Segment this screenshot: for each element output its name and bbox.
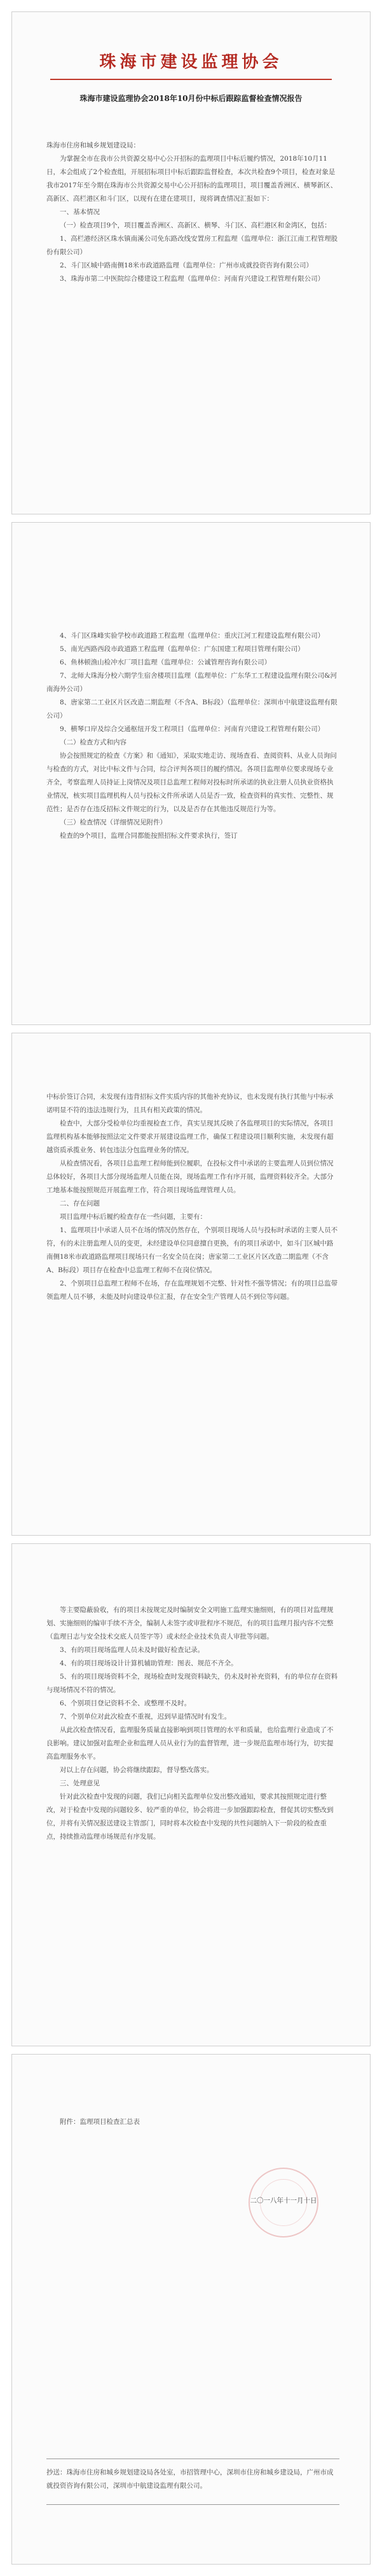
- list-item: 8、唐家第二工业区片区改造二期监理（不含A、B标段）（监理单位：深圳市中航建设监理有限公司）: [46, 699, 338, 720]
- cc-bottom-rule: [46, 2504, 339, 2505]
- list-item: 1、监理项目中承诺人员不在场的情况仍然存在，个别项目现场人员与投标时承诺的主要人员不符，有的未注册监理人员的变更，未经建设单位同意擅自更换，有的项目承诺中，如斗门区城中路南侧18米市政道路监理项目现场只有一名安全员在岗；唐家第二工业区片区改造二期监理（不含A、B标段）项目存在检查中总监理工程师不在岗位情况。: [46, 1226, 338, 1274]
- cc-distribution-line: 抄送：珠海市住房和城乡规划建设局各处室，市招管理中心，深圳市住房和城乡建设局，广州市成就投资咨询有限公司，深圳市中航建设监理有限公司。: [46, 2469, 334, 2490]
- page-2-body: [46, 629, 339, 843]
- list-item: 2、斗门区城中路南侧18米市政道路监理（监理单位：广州市成就投资咨询有限公司）: [60, 262, 313, 269]
- paragraph: 针对此次检查中发现的问题，我们已向相关监理单位发出整改通知，要求其按照规定进行整改，对于检查中发现的问题较多、较严重的单位，协会将进一步加强跟踪检查，督促其切实整改到位，并将有关情况报送建设主管部门，同时将本次检查中发现的共性问题纳入下一阶段的检查重点，持续推动监理市场规范有序发展。: [46, 1793, 334, 1841]
- section-heading: （三）检查情况（详细情况见附件）: [60, 819, 167, 826]
- paragraph: 从此次检查情况看，监理服务质量直接影响到项目管理的水平和质量，也给监理行业造成了不良影响。建议加强对监理企业和监理人员从业行为的监督管理，进一步规范监理市场行为，切实提高监理服务水平。: [46, 1726, 334, 1761]
- document-page-3: [11, 1033, 371, 1536]
- paragraph: 从检查情况看，各项目总监理工程师能到位履职，在投标文件中承诺的主要监理人员到位情况总体较好，各项目大部分现场监理人员能在岗，现场监理工作有序开展，监理资料较齐全。大部分工地基本能按照规范开展监理工作，符合项目现场监理管理人员。: [46, 1160, 334, 1194]
- document-page-4: [11, 1543, 371, 2046]
- document-page-2: [11, 522, 371, 1025]
- document-page-5: [11, 2054, 371, 2565]
- paragraph: 珠海市住房和城乡规划建设局：: [46, 142, 140, 149]
- paragraph: 中标价签订合同，未发现有违背招标文件实质内容的其他补充协议，也未发现有执行其他与中标承诺明显不符的违法违规行为，且具有相关政策的情况。: [46, 1093, 334, 1114]
- paragraph: （一）检查项目9个，项目覆盖香洲区、高新区、横琴、斗门区、高栏港区和金湾区，包括：: [60, 222, 331, 229]
- section-heading: 二、存在问题: [60, 1200, 100, 1207]
- organization-name: 珠海市建设监理协会: [99, 53, 283, 72]
- list-item: 6、个别项目登记资料不全、或整理不及时。: [60, 1700, 191, 1707]
- list-item: 7、个别单位对此次检查不重视，迟到早退情况时有发生。: [60, 1713, 231, 1721]
- page-4-body: [46, 1604, 339, 1844]
- list-item: 5、有的项目现场资料不全，现场检查时发现资料缺失，仍未及时补充资料，有的单位存在资料与现场情况不符的情况。: [46, 1673, 338, 1694]
- paragraph: 等主要隐蔽验收，有的项目未按规定及时编制安全文明施工监理实施细则，有的项目对监理规划、实施细则的编审手续不齐全，编制人未签字或审批程序不规范，有的项目监理月报内容不完整（监理日志与安全技术交底人员签字等）或未经企业技术负责人审批等问题。: [46, 1606, 334, 1640]
- attachment-line: 附件：监理项目检查汇总表: [60, 2118, 140, 2126]
- page-5-body: [46, 2116, 339, 2129]
- paragraph: 对以上存在问题，协会将继续跟踪，督导整改落实。: [60, 1766, 214, 1774]
- list-item: 3、珠海市第二中医院综合楼建设工程监理（监理单位：河南育兴建设工程管理有限公司）: [60, 275, 325, 283]
- list-item: 7、北师大珠海分校六期学生宿舍楼项目监理（监理单位：广东华工工程建设监理有限公司&河南海外公司）: [46, 672, 338, 693]
- document-page-1: [11, 11, 371, 514]
- red-header-rule: [50, 79, 332, 80]
- page-3-body: [46, 1090, 339, 1304]
- list-item: 6、鱼林顿渔山检冲水厂项目监理（监理单位：公诚管理咨询有限公司）: [60, 659, 271, 666]
- document-header: [12, 49, 370, 72]
- list-item: 1、高栏港经济区珠水镇南溪公司免东路改线安置房工程监理（监理单位：浙江江南工程管理股份有限公司）: [46, 235, 338, 256]
- paragraph: 检查的9个项目，监理合同都能按照招标文件要求执行，签订: [60, 832, 238, 840]
- document-title: 珠海市建设监理协会2018年10月份中标后跟踪监督检查情况报告: [79, 94, 303, 103]
- paragraph: 检查中，大部分受检单位均重视检查工作，真实呈现其反映了各监理项目的实际情况，各项目监理机构基本能够按照法定文件要求开展建设监理工作，确保工程建设项目顺利实施，未发现有超越资质承揽业务、转包违法分包监理业务的情况。: [46, 1120, 334, 1154]
- section-heading: （二）检查方式和内容: [60, 739, 126, 746]
- list-item: 4、斗门区珠峰实验学校市政道路工程监理（监理单位：重庆江河工程建设监理有限公司）: [60, 632, 325, 640]
- list-item: 9、横琴口岸及综合交通枢纽开发工程项目（监理单位：河南育兴建设工程管理有限公司）: [60, 725, 325, 733]
- list-item: 5、南光西路西段市政道路工程监理（监理单位：广东国建工程项目管理有限公司）: [60, 645, 304, 653]
- paragraph: 为掌握全市在我市公共资源交易中心公开招标的监理项目中标后履约情况，2018年10月11日，本会组成了2个检查组，开展招标项目中标后跟踪监督检查，本次共检查9个项目，检查对象是我市2017年至今期在珠海市公共资源交易中心公开招标的监理项目，项目覆盖香洲区、横琴新区、高新区、高栏港区和斗门区，以现有在建在建项目，现将调查情况汇报如下：: [46, 155, 338, 203]
- list-item: 3、有的项目现场监理人员未及时做好检查记录。: [60, 1646, 205, 1654]
- section-heading: 一、基本情况: [60, 208, 100, 216]
- paragraph: 协会按照规定的检查《方案》和《通知》，采取实地走访、现场查看、查阅资料、从业人员询问与检查的方式，对比中标文件与合同，综合评判各项目的履约情况。各项目监理单位要求现场专业齐全，考察监理人员持证上岗情况及项目总监理工程师对投标时所承诺的执业注册人员执业资格执业情况，核实项目监理机构人员与投标文件所承诺人员是否一致，检查资料的真实性、完整性、规范性；是否存在违反招标文件规定的行为，以及是否存在其他违反规范行为等。: [46, 752, 337, 813]
- list-item: 2、个别项目总监理工程师不在场，存在监理规划不完整、针对性不强等情况；有的项目总监带领监理人员不够，未能及时向建设单位汇报，存在安全生产管理人员不到位等问题。: [46, 1280, 338, 1301]
- issue-date: 二〇一八年十一月十日: [250, 2197, 317, 2204]
- section-heading: 三、处理意见: [60, 1780, 100, 1787]
- page-1-body: [46, 139, 339, 286]
- paragraph: 项目监理中标后履约检查存在一些问题，主要有：: [60, 1213, 207, 1221]
- list-item: 4、有的项目现场设计计算机辅助管理：图表、规范不齐全。: [60, 1660, 238, 1667]
